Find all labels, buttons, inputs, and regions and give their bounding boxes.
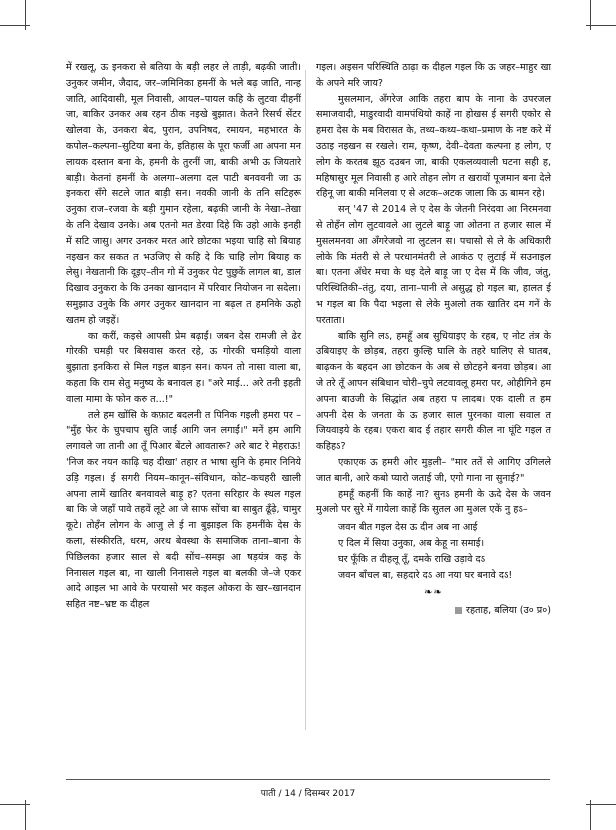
left-column <box>66 60 301 613</box>
paragraph: में रखलू, ऊ इनकरा से बतिया के बड़ी लहर ले ताड़ी, बढ़की जाती। उनुकर जमीन, जैदाद, जर–जमिनिका हमनीं के भले बढ़ जाति, नान्ह जाति, आदिवासी, मूल निवासी, आयल–पायल कहि के लुटवा दीहनीं जा, बाकिर उनकर अब रहन ठीक नइखे बुझात। केतने रिसर्च सेंटर खोलवा के, उनकरा बेद, पुरान, उपनिषद, रमायन, महभारत के कपोल–कल्पना–सुटिया बना के, इतिहास के पूरा फर्जी आ अपना मन लायक दस्तान बना के, हमनी के तुरनीं जा, बाकी अभी ऊ जियतारे बाड़ी। केतनां हमनीं के अलगा–अलगा दल पाटी बनववनी जा ऊ इनकरा सँगे सटले जात बाड़ी सन। नवकी जानी के तनि सटिहरू उनुका राज–रजवा के बड़ी गुमान रहेला, बढ़की जानी के नेखा–तेखा के तनि देखाव उनके। अब एतनो मत डेरवा दिहे कि उहो आके इनही में सटि जासु। अगर उनकर मरत आरे छोटका भइया चाहि सो बियाह नइखन कर सकत त भउजिए से कहि दे कि चाहि लोग बियाह क लेसु। नेखतानी कि दूइए–तीन गो में उनुकर पेट पुछुकें लागल बा, डाल दिखाव उनुकरा के कि उनका खानदान में परिवार नियोजन ना सदेला। समुझाउ उनुके कि अगर उनुकर खानदान ना बढ़ल त हमनिके ऊहो खतम हो जइहें। <box>66 62 301 326</box>
paragraph: गइल। अइसन परिस्थिति ठाढ़ा क दीहल गइल कि ऊ जहर–माहुर खा के अपने मरि जाय? <box>316 62 551 89</box>
poem-line: जवन बीत गइल देस ऊ दीन अब ना आई <box>338 522 478 534</box>
poem-line: घर फूँकि त दीहलू तूँ, दमके राखि उड़ावे दऽ <box>338 553 486 565</box>
paragraph: हमहूँ कहनीं कि काहें ना? सुनऽ हमनी के ऊदे देस के जवन मुअलो पर सुरे में गायेला काहें कि सुतल आ मुअल एकें नु हऽ– <box>316 488 551 516</box>
crop-mark <box>590 0 591 30</box>
paragraph: एकाएक ऊ हमरी ओर मुड़ली– "मार ततें से आगिए उगिलले जात बानी, आरे कबो प्यारो जताई जी, एगो गाना ना सुनाई?" <box>316 456 551 484</box>
paragraph: बाकि सुनि लऽ, हमहूँ अब सुधियाइए के रहब, ए नोट तंत्र के उबियाइए के छोड़ब, तहरा कुल्हि घालि के तहरे घालिए से घातब, बाढ़कन के बहदन आ छोटकन के अब से छोटहने बनवा छोड़ब। आ जे तरे तूँ आपन संबिधान चोरी–चुपे लटवावलू हमरा पर, ओहीगिने हम अपना बाउजी के सिद्धांत अब तहरा प लादब। एक दाली त हम अपनी देस के जनता के ऊ हजार साल पुरनका वाला सवाल त जियवाइये के रहब। एकरा बाद ई तहार सगरी कील ना घूंटि गइल त कहिहऽ? <box>316 330 551 453</box>
crop-mark <box>25 800 26 830</box>
paragraph: का करीं, कइसे आपसी प्रेम बढ़ाईं। जबन देस रामजी ले ढेर गोरकी चमड़ी पर बिसवास करत रहे, ऊ गोरकी चमड़ियो वाला बुझाता इनकिरा से मिल गइल बाड़न सन। कपन तो नासा वाला बा, कहता कि राम सेतु मनुष्य के बनावल ह। "अरे माई... अरे तनी इहती वाला मामा के फोन करु त...!" <box>66 330 301 405</box>
crop-mark <box>590 800 591 830</box>
right-column <box>316 60 551 619</box>
poem-line: ए दिल में सिया उनुका, अब केहू ना समाई। <box>338 537 485 549</box>
paragraph: मुसलमान, अँगरेज आकि तहरा बाप के नाना के उपरजल समाजवादी, माडुरवादी वामपंथियो काहें ना होखस ई सगरी एकोर से हमरा देस के मब विरासत के, तथ्य–कथ्य–कथा–प्रमाण के नष्ट करे में उठाइ नइखन स रखले। राम, कृष्ण, देवी–देवता कल्पना ह लोग, ए लोग के करतब झूठ दउबन जा, बाकी एकलव्यवाली घटना सही ह, महिषासुर मूल निवासी ह आरे तोहन लोग त खरावों पूजमान बना देले रहिनू जा बाकी मनिलवा ए से अटक–अटक जाला कि ऊ बामन रहे। <box>316 93 551 200</box>
author-name: रहताह, बलिया (उ० प्र०) <box>466 605 551 617</box>
column-divider <box>305 70 306 730</box>
bullet-square-icon <box>455 607 462 614</box>
paragraph: तले हम खोंसि के कफ़ाट बदलनी त पिनिक गइली हमरा पर – "मुँह फेर के चुपचाप सुति जाईं आगि जन लगाईं।" मनें हम आगि लगावले जा तानी आ तूँ पिआर बेंटले आवतारू? अरे बाट रे मेहराऊ! 'निज कर नयन काढ़ि चह दीखा' तहार त भाषा सुनि के हमार निनिये उड़ि गइल। ई सगरी नियम–कानून–संविधान, कोट–कचहरी खाली अपना लामें खातिर बनवावले बाड़ू ह? एतना सरिहार के स्थल गइल बा कि जे जहाँ पावे तहवें लूटे आ जे साफ सोंचा बा साबुत ढूँढ़े, चामुर कूटे। तोहँन लोगन के आजु ले ई ना बुझाइल कि हमनींके देस के कला, संस्कीरति, धरम, अरथ बेवस्था के समाजिक ताना–बाना के पिछिलका हजार साल से बदी सोंच–समझ आ षड़यंत्र कइ के निनासल गइल बा, ना खाली निनासले गइल बा बलकी जे–जे एकर आदे आइल भा आवे के परयासो भर कइल ओकरा के खर–खानदान सहित नष्ट–भ्रष्ट क दीहल <box>66 409 301 611</box>
page-footer: पाती / 14 / दिसम्बर 2017 <box>260 789 356 799</box>
author-credit <box>316 603 551 619</box>
paragraph: सन् '47 से 2014 ले ए देस के जेतनी निरंदवा आ निरमनवा से तोहँन लोग लुटवावले आ लुटले बाड़ू जा ओतना त हजार साल में मुसलमनवा आ अँगरेजवो ना लुटलन स। पचासो से ले के अधिकारी लोके कि मंतरी से ले परधानमंतरी ले आकंठ ए लुटाई में सउनाइल बा। एतना अँधेर मचा के धइ देले बाड़ू जा ए देस में कि जीव, जंतु, परिस्थितिकी–तंतु, दया, ताना–पानी ले असुद्ध हो गइल बा, हालत ई भ गइल बा कि पैदा भइला से लेके मुअलो तक खातिर दम गनें के परताता। <box>316 204 551 326</box>
crop-mark <box>25 0 26 30</box>
poem <box>338 520 551 583</box>
poem-line: जवन बाँचल बा, सहदारे दऽ आ नया घर बनावे दऽ! <box>338 569 513 581</box>
end-ornament: ❧❧ <box>424 587 443 599</box>
footer-rule <box>66 779 550 780</box>
